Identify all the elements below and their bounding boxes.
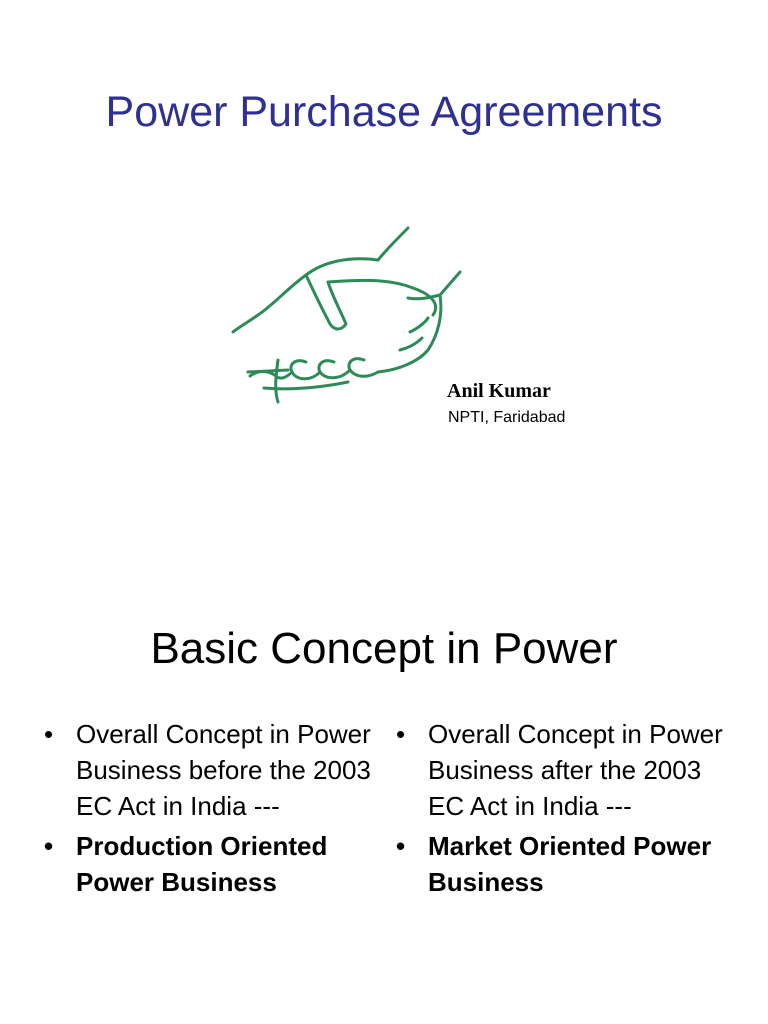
bullet-text: Production Oriented Power Business	[76, 831, 328, 897]
section-title: Basic Concept in Power	[150, 624, 618, 673]
author-organization: NPTI, Faridabad	[448, 409, 566, 426]
bullet-icon: •	[44, 831, 54, 861]
bullet-text: Overall Concept in Power Business before the 2003 EC Act in India ---	[76, 719, 371, 821]
bullet-text: Market Oriented Power Business	[428, 831, 712, 897]
bullet-icon: •	[44, 719, 54, 749]
list-item	[396, 828, 726, 900]
page-title: Power Purchase Agreements	[105, 88, 663, 136]
handshake-icon	[228, 220, 478, 410]
bullet-icon: •	[396, 831, 406, 861]
bullet-text: Overall Concept in Power Business after the 2003 EC Act in India ---	[428, 719, 723, 821]
right-bullet-list	[396, 716, 726, 900]
list-item	[396, 716, 726, 824]
bullet-icon: •	[396, 719, 406, 749]
list-item	[44, 828, 374, 900]
author-name: Anil Kumar	[447, 380, 551, 402]
left-bullet-list	[44, 716, 374, 900]
list-item	[44, 716, 374, 824]
